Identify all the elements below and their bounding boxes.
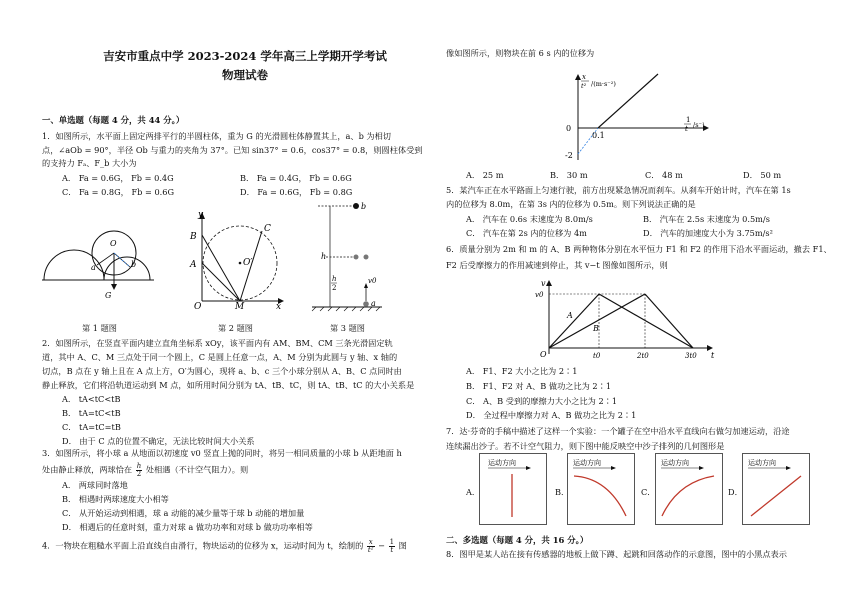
fig1-label-o: O — [110, 239, 117, 248]
graph6-origin-label: O — [540, 350, 547, 359]
graph6-2t0-label: 2t0 — [637, 352, 649, 360]
figure-1-cylinders — [42, 220, 162, 310]
q1-option-a: A． Fa = 0.6G， Fb = 0.4G — [62, 173, 174, 183]
fig3-label-a: a — [371, 299, 376, 308]
graph4-zero: 0 — [566, 124, 572, 133]
svg-text:运动方向: 运动方向 — [573, 459, 601, 467]
q3-option-a: A． 两球同时落地 — [62, 480, 128, 490]
svg-text:运动方向: 运动方向 — [488, 459, 516, 467]
q1-option-d: D． Fa = 0.6G， Fb = 0.8G — [240, 187, 353, 197]
q7-option-a-figure — [479, 453, 547, 525]
q5-line2: 内的位移为 8.0m，在第 3s 内的位移为 0.5m。则下列说法正确的是 — [446, 199, 696, 209]
fig3-label-h: h — [321, 252, 327, 261]
q2-option-c: C． tA=tC=tB — [62, 422, 121, 432]
q4-line2: 像如图所示，则物块在前 6 s 内的位移为 — [446, 48, 595, 58]
fig2-label-y: y — [198, 210, 204, 220]
fig2-label-a: A — [190, 260, 197, 270]
q1-line1: 1．如图所示，水平面上固定两排平行的半圆柱体，重为 G 的光滑圆柱体静置其上，a、b 为相切 — [42, 131, 391, 141]
q7-line1: 7．达·芬奇的手稿中描述了这样一个实验：一个罐子在空中沿水平直线向右做匀加速运动，沿途 — [446, 426, 790, 436]
q7-option-b-figure — [567, 453, 635, 525]
q2-line2: 道，其中 A、C、M 三点处于同一个圆上，C 是圆上任意一点，A、M 分别为此圆与 y 轴、x 轴的 — [42, 352, 398, 362]
q5-option-b: B． 汽车在 2.5s 末速度为 0.5m/s — [643, 214, 770, 224]
q7-option-d-figure — [742, 453, 810, 525]
q4-option-a: A． 25 m — [466, 170, 504, 180]
svg-text:运动方向: 运动方向 — [748, 459, 776, 467]
fig2-label-b: B — [190, 232, 197, 242]
graph6-v-label: v — [541, 279, 546, 288]
fig2-label-o: O — [194, 302, 202, 310]
q5-option-d: D． 汽车的加速度大小为 3.75m/s² — [643, 228, 773, 238]
q6-option-a: A． F1、F2 大小之比为 2∶1 — [466, 366, 578, 376]
fig2-label-m: M — [235, 302, 245, 310]
graph6-t-label: t — [711, 351, 715, 360]
figure-1-caption: 第 1 题图 — [82, 323, 117, 333]
fig1-label-a: a — [91, 263, 96, 272]
q2-line1: 2．如图所示，在竖直平面内建立直角坐标系 xOy，该平面内有 AM、BM、CM 三条光滑固定轨 — [42, 338, 393, 348]
q2-option-d: D． 由于 C 点的位置不确定，无法比较时间大小关系 — [62, 436, 255, 446]
q7-line2: 连续漏出沙子。若不计空气阻力，则下图中能反映空中沙子排列的几何图形是 — [446, 441, 725, 451]
section-heading-multi-choice: 二、多选题（每题 4 分，共 16 分。） — [446, 535, 589, 545]
q5-line1: 5．某汽车正在水平路面上匀速行驶，前方出现紧急情况而刹车。从刹车开始计时，汽车在第 1s — [446, 185, 791, 195]
q6-option-b: B． F1、F2 对 A、B 做功之比为 2∶1 — [466, 381, 612, 391]
q4-line1: 4．一物块在粗糙水平面上沿直线自由滑行，物块运动的位移为 x，运动时间为 t，绘制的 $\frac{x}{\text{t²}}$ − $\frac{1}{t}$ 图 — [42, 538, 407, 554]
q4-fraction-x-t2: $\frac{x}{\text{t²}}$ — [367, 538, 374, 554]
graph4-tick: 0.1 — [592, 131, 605, 140]
q6-vt-graph — [535, 278, 720, 363]
graph6-v0-label: v0 — [535, 291, 544, 299]
graph4-neg: -2 — [565, 151, 573, 160]
fig3-half-h-top: h — [332, 275, 337, 283]
graph4-ylabel-bot: t² — [581, 82, 587, 90]
fig1-label-b: b — [131, 260, 137, 269]
q7-option-c-letter: C． — [641, 487, 656, 497]
fig3-label-v0: v0 — [368, 277, 377, 285]
graph6-line-b-label: B — [593, 324, 599, 333]
svg-text:运动方向: 运动方向 — [661, 459, 689, 467]
q3-line2-end: 处相遇（不计空气阻力）。则 — [145, 464, 249, 475]
section-heading-single-choice: 一、单选题（每题 4 分，共 44 分。） — [42, 115, 185, 125]
graph6-line-a-label: A — [567, 311, 573, 320]
q6-option-c: C． A、B 受到的摩擦力大小之比为 2∶1 — [466, 396, 618, 406]
q8-line1: 8．图甲是某人站在接有传感器的地板上做下蹲、起跳和回落动作的示意图，图中的小黑点表示 — [446, 549, 787, 559]
figure-2-tracks — [188, 205, 288, 310]
fig2-label-o-prime: O′ — [243, 258, 253, 268]
figure-3-caption: 第 3 题图 — [330, 323, 365, 333]
figure-2-caption: 第 2 题图 — [218, 323, 253, 333]
q4-graph — [558, 70, 718, 165]
graph6-t0-label: t0 — [593, 352, 601, 360]
q3-line2 — [42, 463, 248, 478]
q2-line4: 静止释放，它们将沿轨道运动到 M 点，如所用时间分别为 tA、tB、tC，则 tA、tB、tC 的大小关系是 — [42, 380, 415, 390]
q1-line2: 点，∠aOb = 90°，半径 Ob 与重力的夹角为 37°。已知 sin37° = 0.6，cos37° = 0.8，则圆柱体受到 — [42, 145, 423, 155]
q3-option-c: C． 从开始运动到相遇，球 a 动能的减少量等于球 b 动能的增加量 — [62, 508, 305, 518]
q2-option-a: A． tA<tC<tB — [62, 394, 121, 404]
q3-option-b: B． 相遇时两球速度大小相等 — [62, 494, 169, 504]
q7-option-a-letter: A． — [466, 487, 481, 497]
q6-line1: 6．质量分别为 2m 和 m 的 A、B 两种物体分别在水平恒力 F1 和 F2 的作用下沿水平面运动，撤去 F1、 — [446, 244, 832, 254]
q2-option-b: B． tA=tC<tB — [62, 408, 121, 418]
fig3-label-b: b — [361, 202, 367, 211]
q4-fraction-1-t: $\frac{1}{t}$ — [389, 538, 395, 554]
q7-option-c-figure — [655, 453, 723, 525]
q3-line1: 3．如图所示，将小球 a 从地面以初速度 v0 竖直上抛的同时，将另一相同质量的小球 b 从距地面 h — [42, 448, 402, 458]
q5-option-c: C． 汽车在第 2s 内的位移为 4m — [466, 228, 587, 238]
graph4-ylabel-top: x — [582, 73, 586, 81]
q4-option-c: C． 48 m — [645, 170, 683, 180]
q1-option-b: B． Fa = 0.4G， Fb = 0.6G — [240, 173, 352, 183]
q1-option-c: C． Fa = 0.8G， Fb = 0.6G — [62, 187, 175, 197]
page-title: 吉安市重点中学 2023-2024 学年高三上学期开学考试 — [103, 49, 387, 63]
q2-line3: 切点，B 点在 y 轴上且在 A 点上方，O′为圆心，现将 a、b、c 三个小球分别从 A、B、C 点同时由 — [42, 366, 402, 376]
q3-option-d: D． 相遇后的任意时刻，重力对球 a 做功功率和对球 b 做功功率相等 — [62, 522, 313, 532]
q6-line2: F2 后受摩擦力的作用减速到停止，其 v−t 图像如图所示，则 — [446, 260, 668, 270]
fig3-half-h-bot: 2 — [332, 284, 337, 292]
q5-option-a: A． 汽车在 0.6s 末速度为 8.0m/s — [466, 214, 593, 224]
graph4-yunit: /(m·s⁻²) — [591, 80, 616, 88]
q4-option-b: B． 30 m — [550, 170, 588, 180]
graph4-xfrac-top: 1 — [686, 116, 691, 124]
page-subtitle: 物理试卷 — [222, 68, 268, 82]
q1-line3: 的支持力 Fₐ、F_b 大小为 — [42, 158, 137, 168]
q7-option-b-letter: B． — [555, 487, 570, 497]
fig2-label-x: x — [276, 302, 282, 310]
q3-line2-start: 处由静止释放，两球恰在 — [42, 464, 133, 475]
fig1-label-g: G — [105, 291, 112, 300]
q4-option-d: D． 50 m — [743, 170, 782, 180]
graph4-xfrac-bot: t — [685, 125, 688, 133]
fig2-label-c: C — [264, 224, 271, 234]
graph6-3t0-label: 3t0 — [685, 352, 697, 360]
q6-option-d: D． 全过程中摩擦力对 A、B 做功之比为 2∶1 — [466, 410, 637, 420]
graph4-xunit: /s⁻¹ — [693, 121, 705, 129]
q3-fraction: $\frac{h}{2}$ — [136, 462, 142, 478]
figure-3-falling-balls — [308, 197, 388, 312]
q7-option-d-letter: D． — [728, 487, 743, 497]
